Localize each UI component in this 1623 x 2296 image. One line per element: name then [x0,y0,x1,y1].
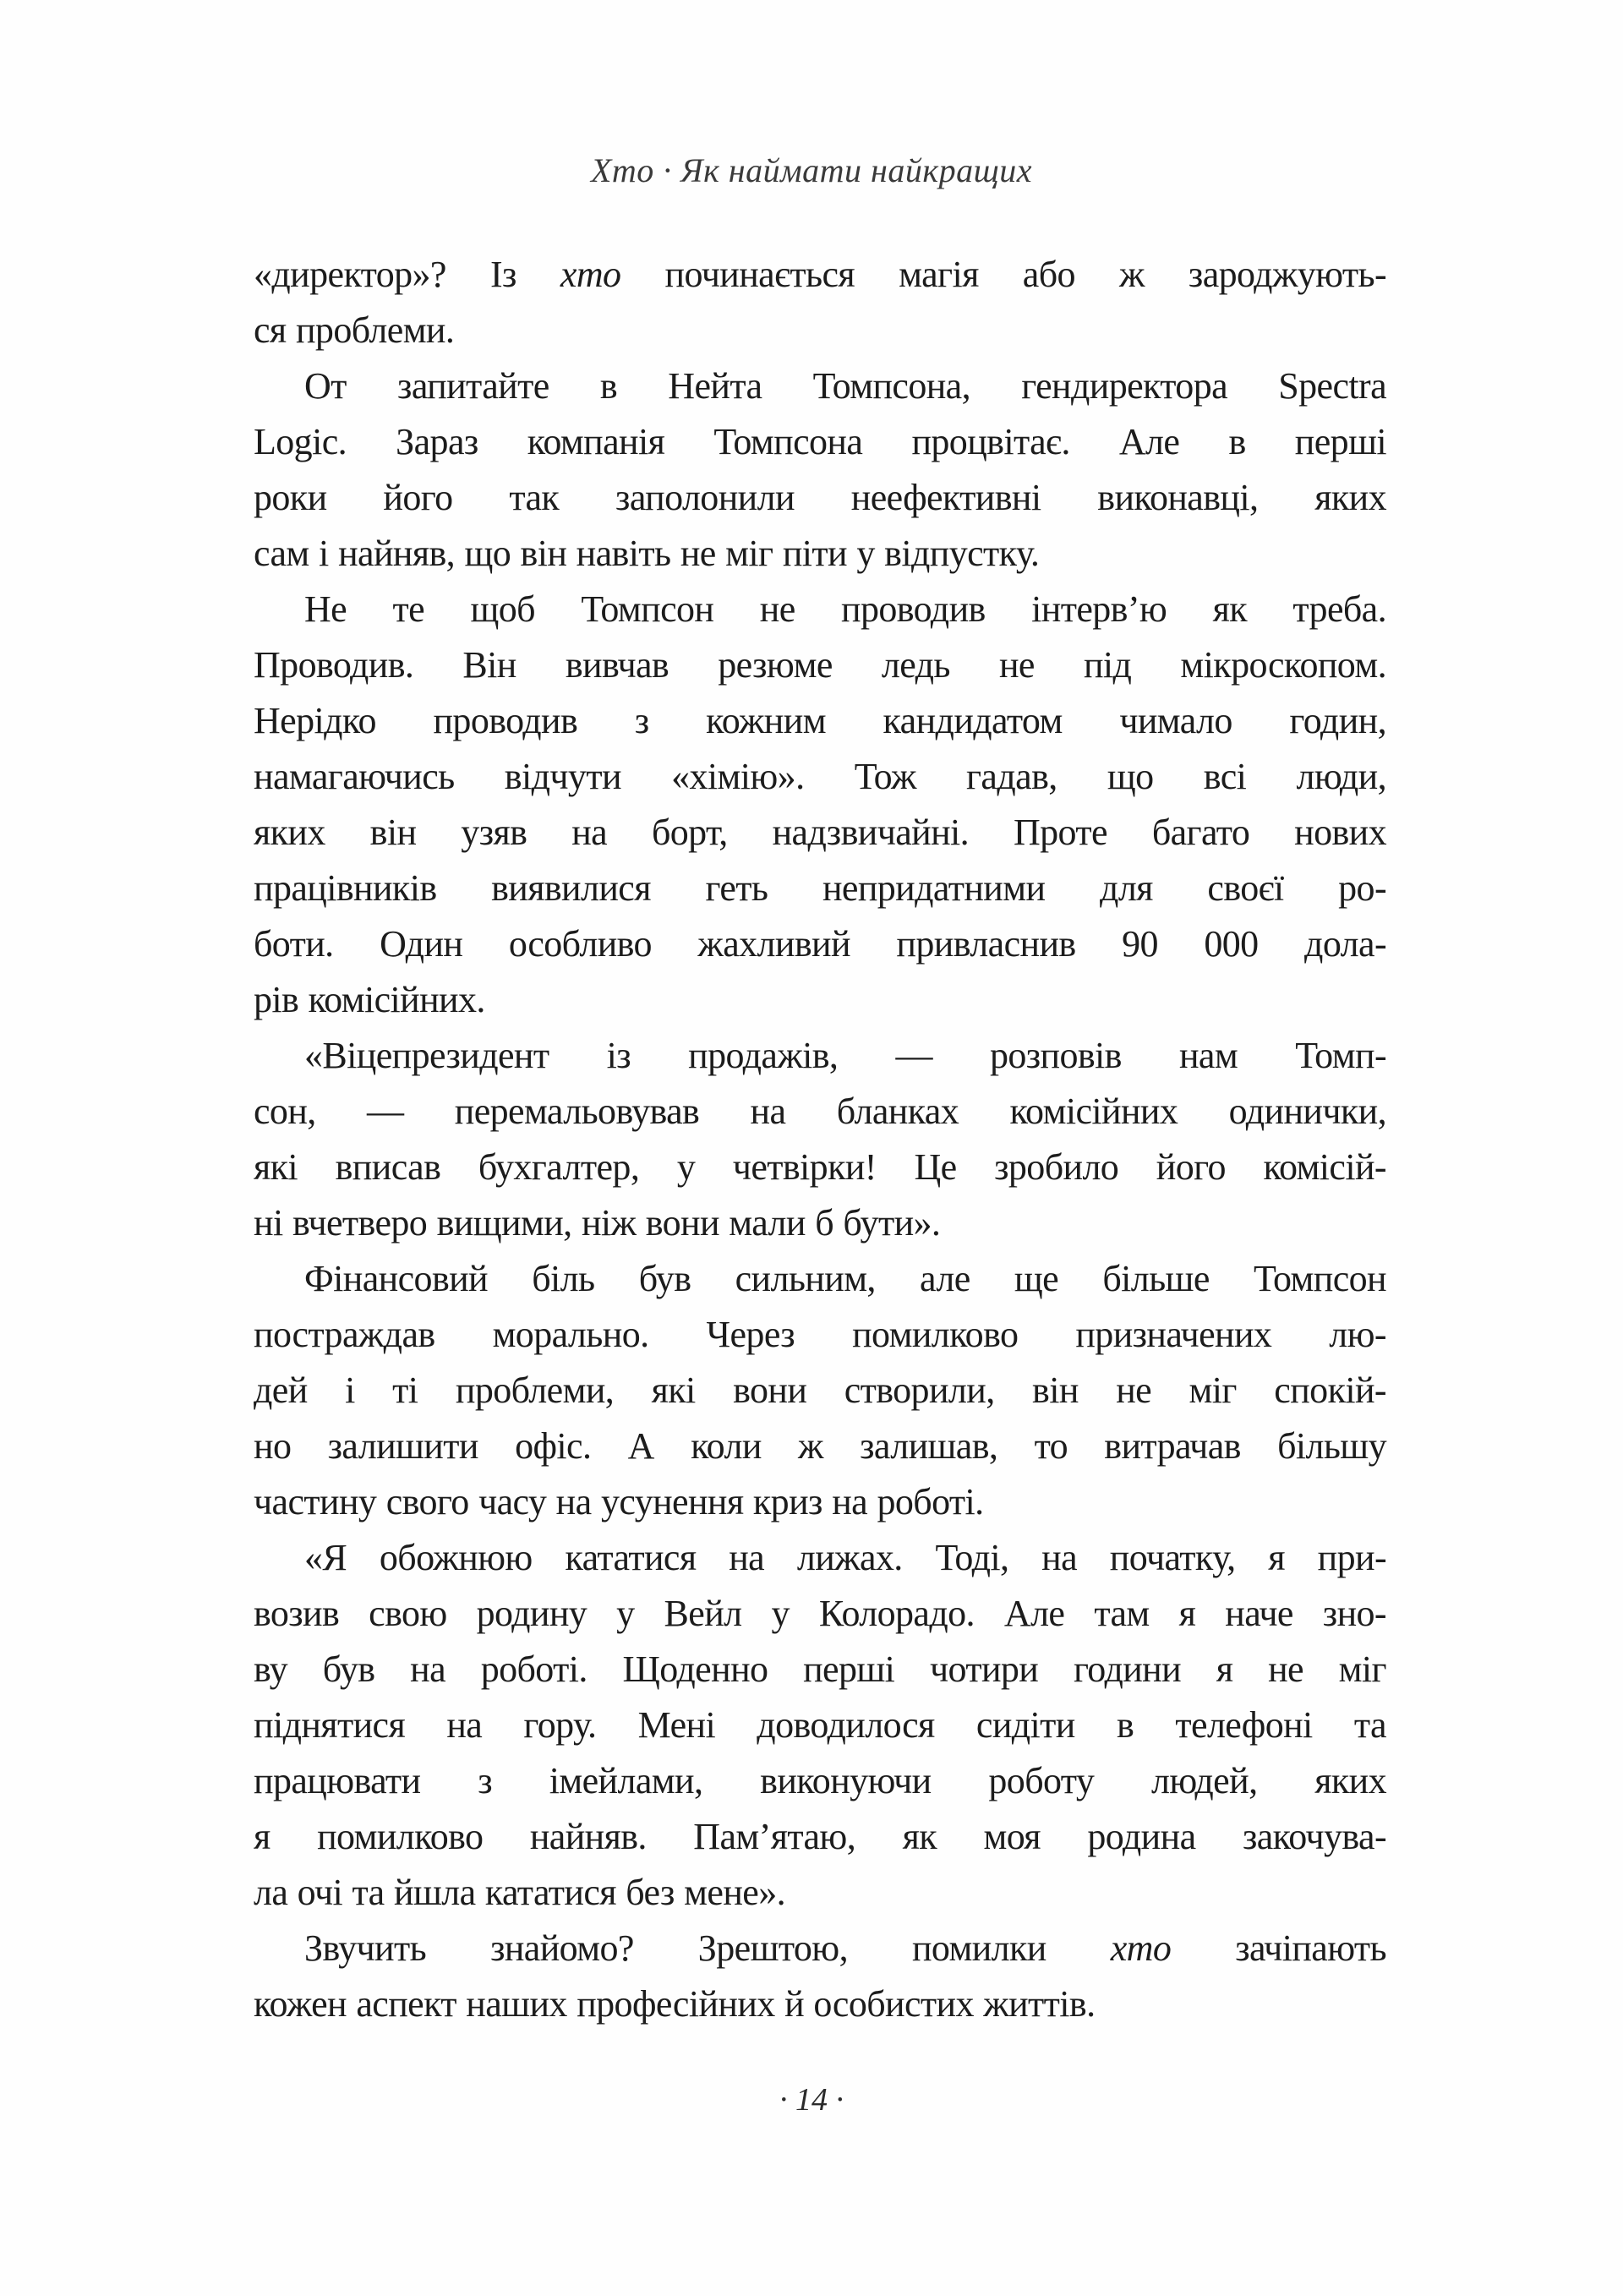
text-line [254,1586,1386,1642]
text-line [254,247,1386,303]
text-line [254,1084,1386,1140]
text-line [254,1753,1386,1809]
text-run: я помилково найняв. Пам’ятаю, як моя родина закочува- [254,1816,1386,1857]
text-line [254,1363,1386,1419]
paragraph [254,1251,1386,1530]
running-head: Хто · Як наймати найкращих [590,151,1033,189]
text-run: частину свого часу на усунення криз на роботі. [254,1481,984,1522]
body-text [254,247,1386,2032]
text-line [254,1697,1386,1753]
text-line [254,1642,1386,1697]
text-run: но залишити офіс. А коли ж залишав, то витрачав більшу [254,1425,1386,1467]
text-line [254,1419,1386,1474]
text-line [254,861,1386,916]
text-line [254,303,1386,358]
text-run: роки його так заполонили неефективні виконавці, яких [254,477,1386,518]
text-line [254,1251,1386,1307]
paragraph [254,1530,1386,1921]
text-run: працювати з імейлами, виконуючи роботу людей, яких [254,1760,1386,1801]
text-line [254,1865,1386,1921]
paragraph [254,582,1386,1028]
text-run: піднятися на гору. Мені доводилося сидіти в телефоні та [254,1704,1386,1746]
text-run: намагаючись відчути «хімію». Тож гадав, що всі люди, [254,756,1386,797]
text-line [254,470,1386,526]
text-run: яких він узяв на борт, надзвичайні. Проте багато нових [254,812,1386,853]
text-line [254,526,1386,582]
text-run: «директор»? Із [254,254,560,295]
text-line [254,1474,1386,1530]
text-line [254,972,1386,1028]
text-line [254,414,1386,470]
text-line [254,916,1386,972]
paragraph [254,1921,1386,2032]
text-line [254,805,1386,861]
text-line [254,1809,1386,1865]
text-run: возив свою родину у Вейл у Колорадо. Але там я наче зно- [254,1593,1386,1634]
text-run: От запитайте в Нейта Томпсона, гендиректора Spectra [304,365,1386,407]
text-run: Не те щоб Томпсон не проводив інтерв’ю як треба. [304,588,1386,630]
text-run: постраждав морально. Через помилково призначених лю- [254,1314,1386,1355]
text-run: Logic. Зараз компанія Томпсона процвітає. Але в перші [254,421,1386,462]
text-run: ся проблеми. [254,309,455,351]
text-line [254,1530,1386,1586]
text-run: ла очі та йшла кататися без мене». [254,1872,786,1913]
text-run: сон, — перемальовував на бланках комісійних одинички, [254,1091,1386,1132]
text-line [254,358,1386,414]
text-run: дей і ті проблеми, які вони створили, він не міг спокій- [254,1369,1386,1411]
italic-term: хто [1110,1927,1172,1969]
text-run: Звучить знайомо? Зрештою, помилки [304,1927,1111,1969]
text-run: ву був на роботі. Щоденно перші чотири години я не міг [254,1648,1386,1690]
text-line [254,1028,1386,1084]
paragraph [254,247,1386,358]
text-run: починається магія або ж зароджують- [620,254,1386,295]
text-line [254,749,1386,805]
text-run: Фінансовий біль був сильним, але ще більше Томпсон [304,1258,1386,1299]
paragraph [254,358,1386,582]
text-line [254,1976,1386,2032]
paragraph [254,1028,1386,1251]
text-line [254,582,1386,637]
text-run: ні вчетверо вищими, ніж вони мали б бути». [254,1202,941,1244]
text-run: Проводив. Він вивчав резюме ледь не під мікроскопом. [254,644,1386,686]
text-run: Нерідко проводив з кожним кандидатом чимало годин, [254,700,1386,741]
text-run: кожен аспект наших професійних й особистих життів. [254,1983,1096,2025]
text-line [254,1921,1386,1976]
text-line [254,1307,1386,1363]
text-run: «Віцепрезидент із продажів, — розповів нам Томп- [304,1035,1386,1076]
text-run: «Я обожнюю кататися на лижах. Тоді, на початку, я при- [304,1537,1386,1578]
text-run: зачіпають [1171,1927,1386,1969]
text-run: боти. Один особливо жахливий привласнив 90 000 дола- [254,923,1386,965]
text-run: працівників виявилися геть непридатними для своєї ро- [254,867,1386,909]
text-line [254,637,1386,693]
text-line [254,1195,1386,1251]
page-number: · 14 · [779,2082,844,2118]
text-line [254,1140,1386,1195]
text-run: які вписав бухгалтер, у четвірки! Це зробило його комісій- [254,1146,1386,1188]
italic-term: хто [560,254,621,295]
text-line [254,693,1386,749]
text-run: рів комісійних. [254,979,485,1020]
text-run: сам і найняв, що він навіть не міг піти у відпустку. [254,533,1040,574]
